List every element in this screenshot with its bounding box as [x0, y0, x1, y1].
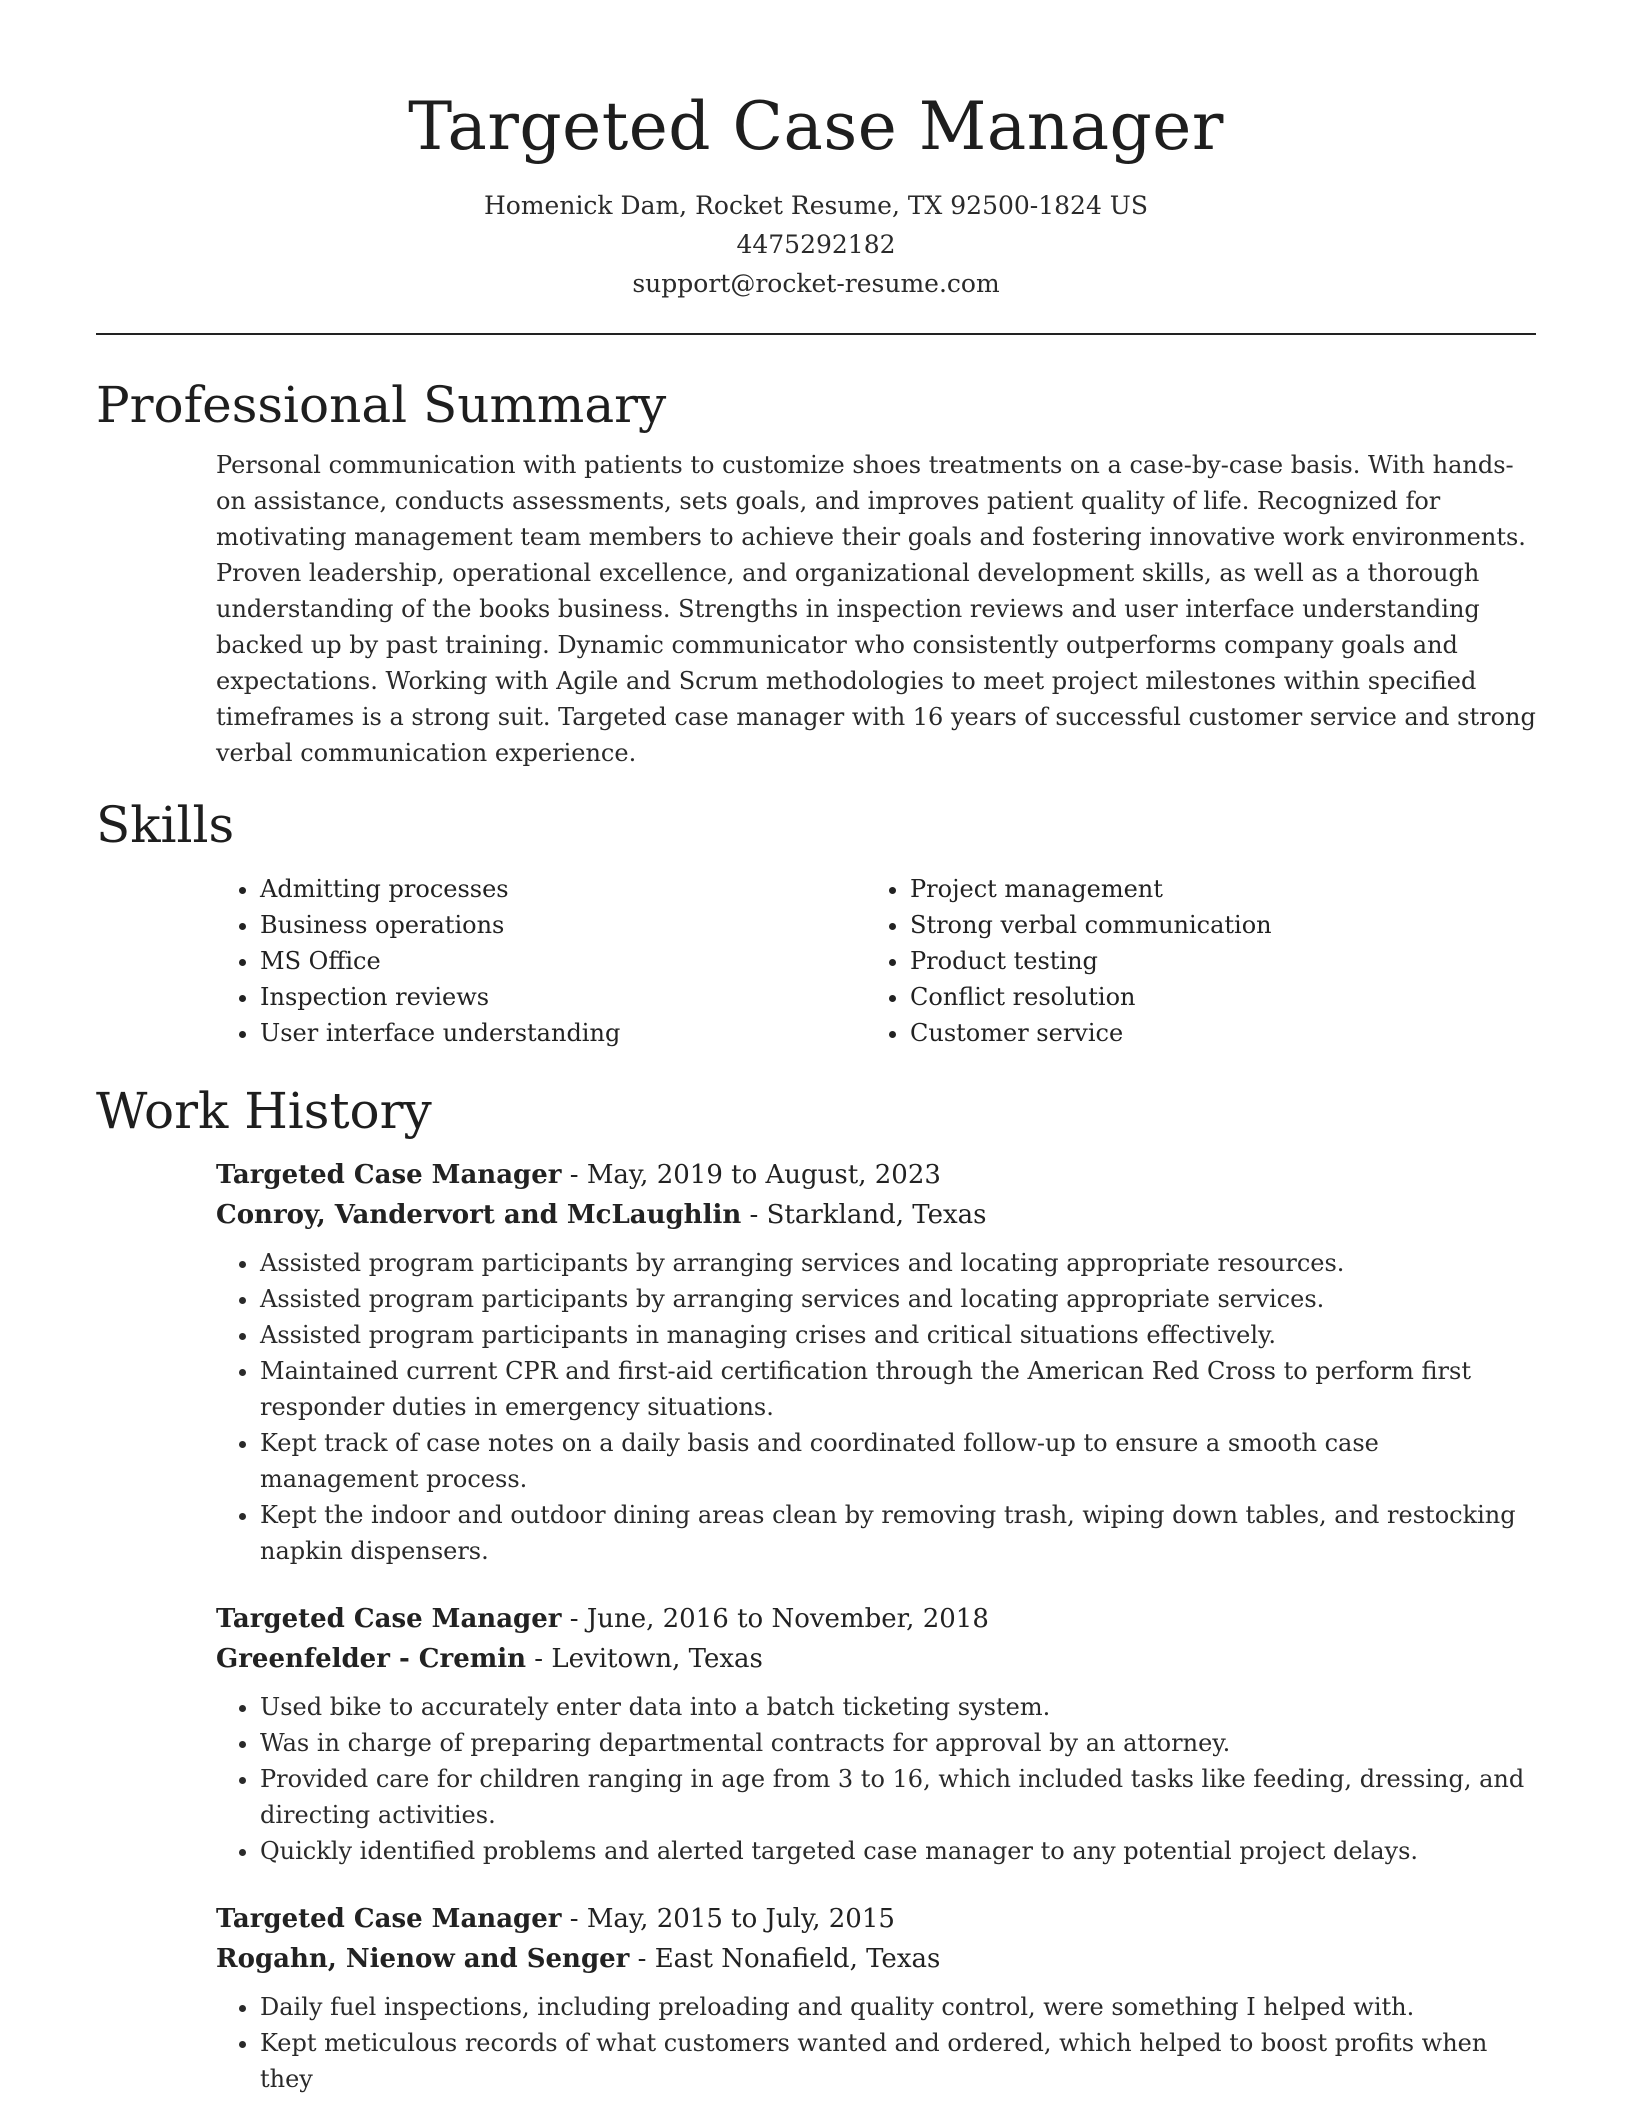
skill-item: • Product testing: [910, 943, 1516, 979]
job-company-line: Conroy, Vandervort and McLaughlin - Starkland, Texas: [216, 1200, 987, 1230]
summary-text: Personal communication with patients to customize shoes treatments on a case-by-case basis. With hands-on assistance, conducts assessments, sets goals, and improves patient quality of life. Recognized for motivating management team members to achieve their goals and fostering innovative work environments. Proven leadership, operational excellence, and organizational development skills, as well as a thorough understanding of the books business. Strengths in inspection reviews and user interface understanding backed up by past training. Dynamic communicator who consistently outperforms company goals and expectations. Working with Agile and Scrum methodologies to meet project milestones within specified timeframes is a strong suit. Targeted case manager with 16 years of successful customer service and strong verbal communication experience.: [216, 451, 1536, 767]
duty-item: • Used bike to accurately enter data into a batch ticketing system.: [260, 1689, 1536, 1725]
job-location: Levitown, Texas: [551, 1644, 763, 1674]
duty-item: • Provided care for children ranging in age from 3 to 16, which included tasks like feeding, dressing, and directing activities.: [260, 1761, 1536, 1833]
job-company-line: Greenfelder - Cremin - Levitown, Texas: [216, 1644, 763, 1674]
job-duties: [216, 1989, 1536, 2097]
job-duties: [216, 1245, 1536, 1569]
job-title-line: Targeted Case Manager - May, 2015 to July, 2015: [216, 1904, 895, 1934]
job-location: East Nonafield, Texas: [654, 1944, 941, 1974]
contact-email: support@rocket-resume.com: [632, 269, 1000, 298]
job-entry: [216, 1155, 1536, 1569]
job-dates: May, 2019 to August, 2023: [586, 1160, 941, 1190]
duty-item: • Daily fuel inspections, including preloading and quality control, were something I helped with.: [260, 1989, 1536, 2025]
job-dates: June, 2016 to November, 2018: [586, 1604, 989, 1634]
duty-item: • Was in charge of preparing departmental contracts for approval by an attorney.: [260, 1725, 1536, 1761]
job-company: Rogahn, Nienow and Senger: [216, 1944, 630, 1974]
job-duties: [216, 1689, 1536, 1869]
skills-column-left: [216, 871, 866, 1051]
skill-item: • Business operations: [260, 907, 866, 943]
job-title-line: Targeted Case Manager - May, 2019 to August, 2023: [216, 1160, 941, 1190]
job-location: Starkland, Texas: [766, 1200, 987, 1230]
contact-phone: 4475292182: [736, 230, 896, 259]
section-title-work-history: Work History: [96, 1082, 432, 1140]
contact-block: [96, 186, 1536, 303]
duty-item: • Assisted program participants by arranging services and locating appropriate services.: [260, 1281, 1536, 1317]
job-title-line: Targeted Case Manager - June, 2016 to November, 2018: [216, 1604, 989, 1634]
skill-item: • Admitting processes: [260, 871, 866, 907]
skill-item: • Project management: [910, 871, 1516, 907]
job-company-line: Rogahn, Nienow and Senger - East Nonafield, Texas: [216, 1944, 941, 1974]
job-position: Targeted Case Manager: [216, 1904, 562, 1934]
job-entry: [216, 1899, 1536, 2097]
duty-item: • Kept the indoor and outdoor dining areas clean by removing trash, wiping down tables, and restocking napkin dispensers.: [260, 1497, 1536, 1569]
job-company: Conroy, Vandervort and McLaughlin: [216, 1200, 742, 1230]
skills-column-right: [866, 871, 1516, 1051]
skill-item: • Inspection reviews: [260, 979, 866, 1015]
skill-item: • User interface understanding: [260, 1015, 866, 1051]
job-company: Greenfelder - Cremin: [216, 1644, 527, 1674]
header-divider: [96, 333, 1536, 335]
skills-list: [216, 871, 1536, 1051]
job-entry: [216, 1599, 1536, 1869]
skill-item: • Strong verbal communication: [910, 907, 1516, 943]
duty-item: • Maintained current CPR and first-aid certification through the American Red Cross to perform first responder duties in emergency situations.: [260, 1353, 1536, 1425]
section-title-summary: Professional Summary: [96, 376, 667, 434]
skill-item: • Customer service: [910, 1015, 1516, 1051]
skill-item: • MS Office: [260, 943, 866, 979]
skill-item: • Conflict resolution: [910, 979, 1516, 1015]
resume-page: [96, 0, 1536, 2097]
duty-item: • Kept track of case notes on a daily basis and coordinated follow-up to ensure a smooth case management process.: [260, 1425, 1536, 1497]
duty-item: • Assisted program participants by arranging services and locating appropriate resources.: [260, 1245, 1536, 1281]
resume-name: Targeted Case Manager: [408, 88, 1224, 165]
section-title-skills: Skills: [96, 796, 235, 854]
job-position: Targeted Case Manager: [216, 1160, 562, 1190]
job-position: Targeted Case Manager: [216, 1604, 562, 1634]
contact-address: Homenick Dam, Rocket Resume, TX 92500-1824 US: [483, 191, 1148, 220]
job-dates: May, 2015 to July, 2015: [586, 1904, 895, 1934]
duty-item: • Kept meticulous records of what customers wanted and ordered, which helped to boost profits when they: [260, 2025, 1536, 2097]
duty-item: • Quickly identified problems and alerted targeted case manager to any potential project delays.: [260, 1833, 1536, 1869]
duty-item: • Assisted program participants in managing crises and critical situations effectively.: [260, 1317, 1536, 1353]
